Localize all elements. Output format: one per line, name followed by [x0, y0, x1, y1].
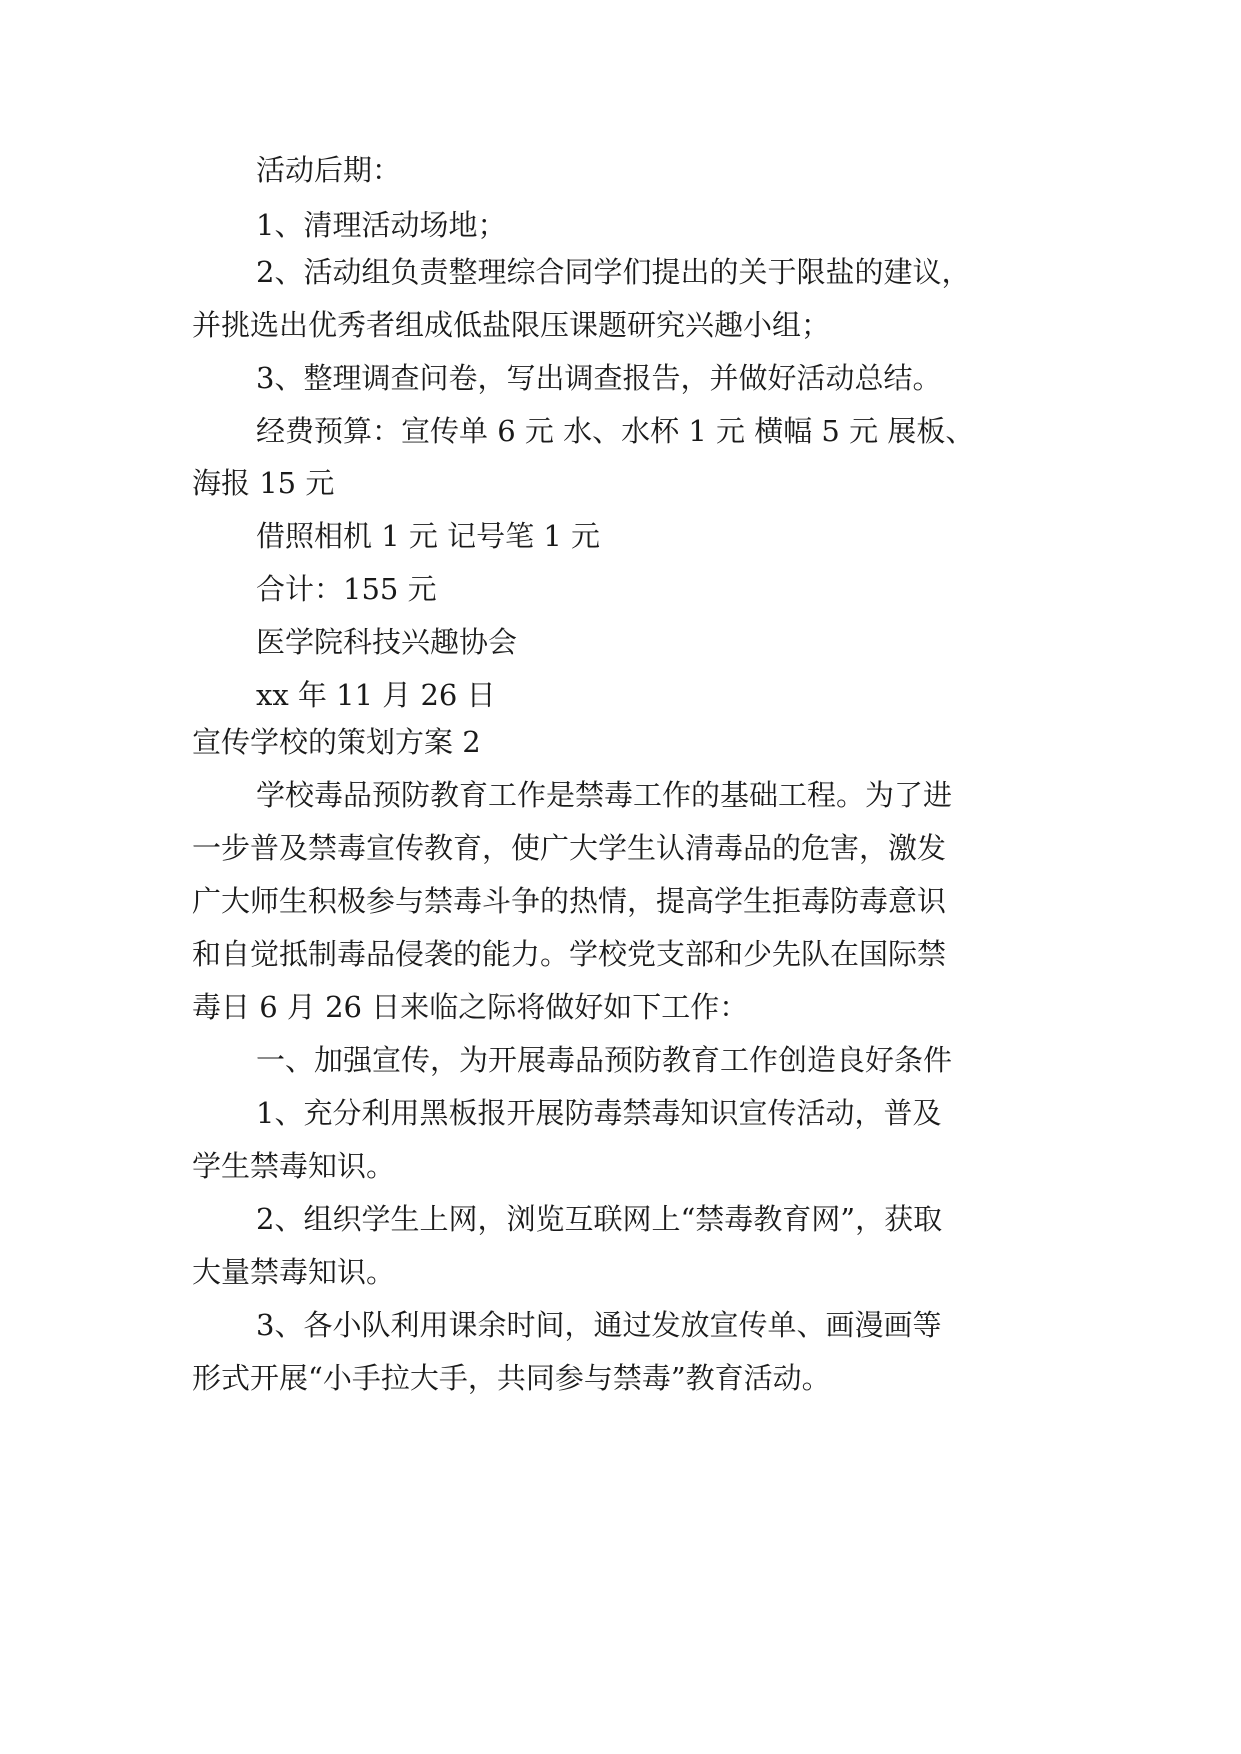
paragraph-line: 合计：155 元 — [256, 572, 437, 606]
paragraph-line: 借照相机 1 元 记号笔 1 元 — [256, 519, 600, 553]
paragraph-line: 学生禁毒知识。 — [192, 1149, 396, 1183]
section-title: 宣传学校的策划方案 2 — [192, 725, 481, 759]
paragraph-line: 学校毒品预防教育工作是禁毒工作的基础工程。为了进 — [256, 778, 953, 812]
paragraph-line: 1、充分利用黑板报开展防毒禁毒知识宣传活动，普及 — [256, 1096, 942, 1130]
paragraph-line: 大量禁毒知识。 — [192, 1255, 396, 1289]
paragraph-line: 形式开展“小手拉大手，共同参与禁毒”教育活动。 — [192, 1361, 831, 1395]
paragraph-line: 3、整理调查问卷，写出调查报告，并做好活动总结。 — [256, 361, 942, 395]
paragraph-line: 和自觉抵制毒品侵袭的能力。学校党支部和少先队在国际禁 — [192, 937, 947, 971]
paragraph-line: 海报 15 元 — [192, 466, 335, 500]
paragraph-line: 经费预算：宣传单 6 元 水、水杯 1 元 横幅 5 元 展板、 — [256, 414, 975, 448]
paragraph-line: 2、组织学生上网，浏览互联网上“禁毒教育网”，获取 — [256, 1202, 943, 1236]
paragraph-line: 广大师生积极参与禁毒斗争的热情，提高学生拒毒防毒意识 — [192, 884, 947, 918]
paragraph-line: 毒日 6 月 26 日来临之际将做好如下工作： — [192, 990, 749, 1024]
paragraph-line: 活动后期： — [256, 153, 402, 187]
paragraph-line: 并挑选出优秀者组成低盐限压课题研究兴趣小组； — [192, 308, 831, 342]
paragraph-line: 3、各小队利用课余时间，通过发放宣传单、画漫画等 — [256, 1308, 942, 1342]
signature-date: xx 年 11 月 26 日 — [256, 678, 496, 712]
signature-organization: 医学院科技兴趣协会 — [256, 625, 518, 659]
section-heading: 一、加强宣传，为开展毒品预防教育工作创造良好条件 — [256, 1043, 953, 1077]
paragraph-line: 一步普及禁毒宣传教育，使广大学生认清毒品的危害，激发 — [192, 831, 947, 865]
paragraph-line: 2、活动组负责整理综合同学们提出的关于限盐的建议， — [256, 255, 971, 289]
paragraph-line: 1、清理活动场地； — [256, 208, 507, 242]
